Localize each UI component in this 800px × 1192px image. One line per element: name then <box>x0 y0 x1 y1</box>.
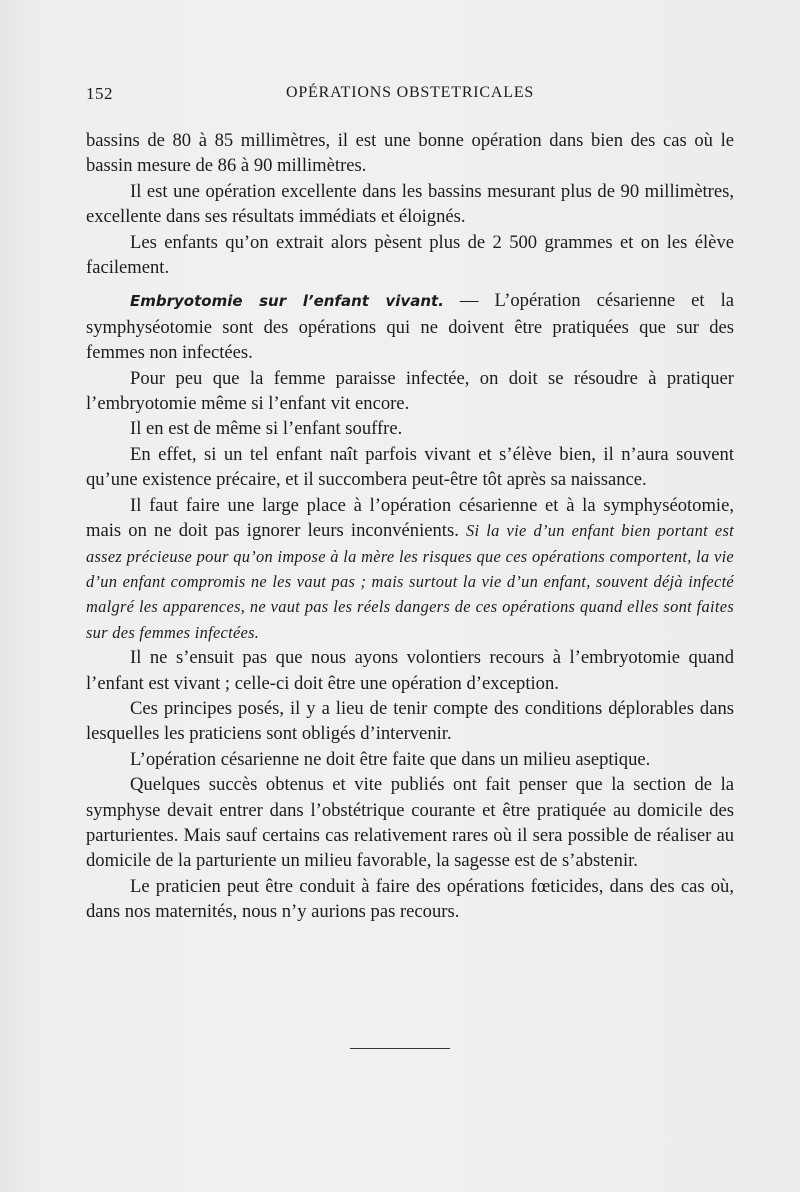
section-heading: Embryotomie sur l’enfant vivant. <box>130 292 444 311</box>
page-header <box>86 84 736 110</box>
paragraph-10: Ces principes posés, il y a lieu de tenir compte des conditions déplorables dans lesquelles les praticiens sont obligés d’intervenir. <box>86 697 734 745</box>
paragraph-8-italic: Si la vie d’un enfant bien portant est assez précieuse pour qu’on impose à la mère les risques que ces opérations comportent, la vie d’un enfant compromis ne les vaut pas ; mais surtout la vie d’un enfant, souvent déjà infecté malgré les apparences, ne vaut pas les réels dangers de ces opérations quand elles sont faites sur des femmes infectées. <box>86 521 734 642</box>
paragraph-4 <box>86 288 734 365</box>
end-rule <box>350 1048 450 1049</box>
paragraph-9: Il ne s’ensuit pas que nous ayons volontiers recours à l’embryotomie quand l’enfant est vivant ; celle-ci doit être une opération d’exception. <box>86 647 734 694</box>
running-title: OPÉRATIONS OBSTETRICALES <box>286 84 535 101</box>
paragraph-8-text: Il faut faire une large place à l’opération césarienne et à la symphyséotomie, mais on ne doit pas ignorer leurs inconvénients. <box>86 494 734 542</box>
paragraph-3: Les enfants qu’on extrait alors pèsent plus de 2 500 grammes et on les élève facilement. <box>86 231 734 279</box>
paragraph-4-text: — L’opération césarienne et la symphyséotomie sont des opérations qui ne doivent être pratiquées que sur des femmes non infectées. <box>86 290 734 364</box>
paragraph-6: Il en est de même si l’enfant souffre. <box>130 418 403 440</box>
paragraph-12: Quelques succès obtenus et vite publiés ont fait penser que la section de la symphyse devait entrer dans l’obstétrique courante et être pratiquée au domicile des parturientes. Mais sauf certains cas relativement rares où il sera possible de réaliser au domicile de la parturiente un milieu favorable, la sagesse est de s’abstenir. <box>86 774 734 872</box>
paragraph-7: En effet, si un tel enfant naît parfois vivant et s’élève bien, il n’aura souvent qu’une existence précaire, et il succombera peut-être tôt après sa naissance. <box>86 443 734 491</box>
page-number: 152 <box>86 84 113 103</box>
paragraph-1: bassins de 80 à 85 millimètres, il est une bonne opération dans bien des cas où le bassin mesure de 86 à 90 millimètres. <box>86 130 734 177</box>
paragraph-8 <box>86 493 734 645</box>
paragraph-2: Il est une opération excellente dans les bassins mesurant plus de 90 millimètres, excellente dans ses résultats immédiats et éloignés. <box>86 180 734 228</box>
paragraph-11: L’opération césarienne ne doit être faite que dans un milieu aseptique. <box>130 748 651 770</box>
paragraph-13: Le praticien peut être conduit à faire des opérations fœticides, dans des cas où, dans nos maternités, nous n’y aurions pas recours. <box>86 875 734 923</box>
paragraph-5: Pour peu que la femme paraisse infectée, on doit se résoudre à pratiquer l’embryotomie même si l’enfant vit encore. <box>86 367 734 415</box>
page-body <box>86 128 734 925</box>
